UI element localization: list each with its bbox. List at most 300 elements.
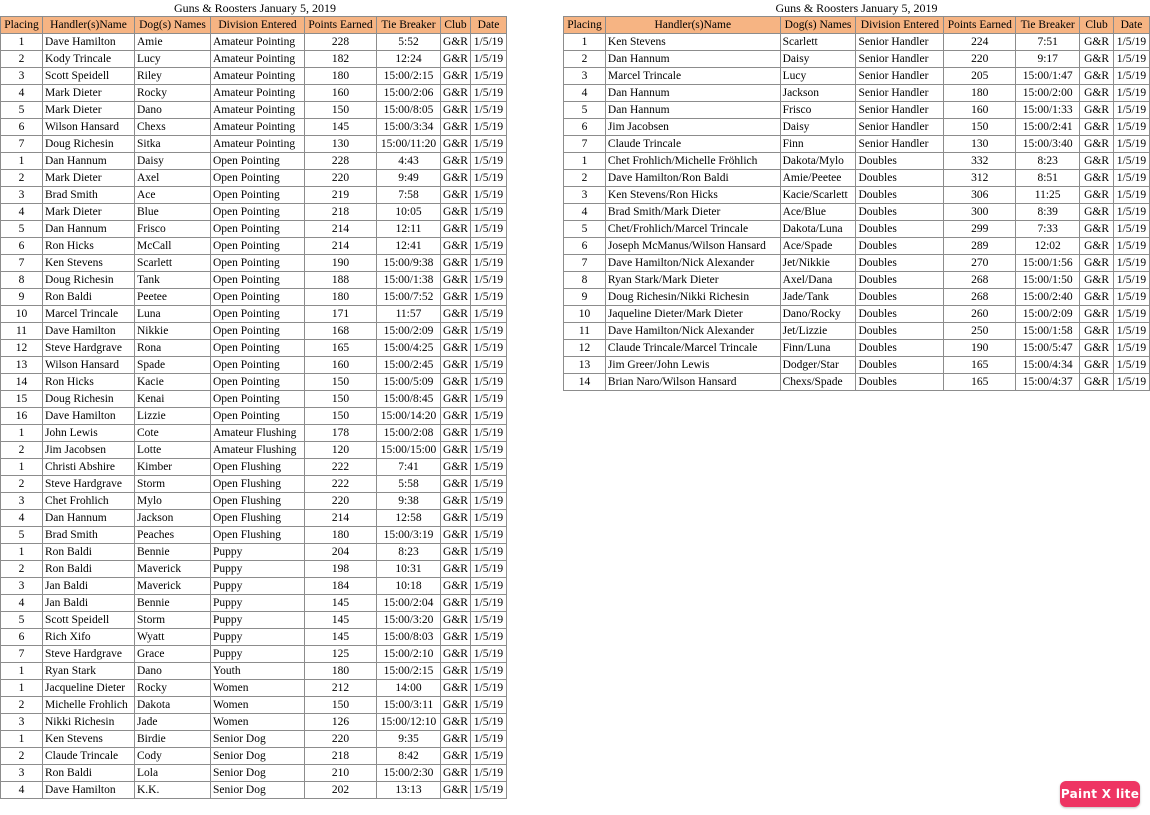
table-row <box>1 425 507 442</box>
cell-placing: 7 <box>564 136 606 153</box>
table-row <box>1 374 507 391</box>
cell-tie-breaker: 12:58 <box>377 510 441 527</box>
cell-tie-breaker: 9:35 <box>377 731 441 748</box>
cell-club: G&R <box>441 204 471 221</box>
table-row <box>1 782 507 799</box>
cell-tie-breaker: 13:13 <box>377 782 441 799</box>
cell-date: 1/5/19 <box>471 442 507 459</box>
cell-tie-breaker: 10:31 <box>377 561 441 578</box>
cell-placing: 1 <box>1 680 43 697</box>
cell-tie-breaker: 15:00/2:15 <box>377 663 441 680</box>
cell-handler-name: Dan Hannum <box>43 510 135 527</box>
cell-tie-breaker: 8:23 <box>1016 153 1080 170</box>
column-header-placing: Placing <box>564 17 606 34</box>
cell-handler-name: Steve Hardgrave <box>43 340 135 357</box>
cell-dog-names: Lola <box>135 765 211 782</box>
cell-placing: 5 <box>564 102 606 119</box>
right-header-row <box>564 17 1150 34</box>
cell-handler-name: Dave Hamilton <box>43 408 135 425</box>
cell-points: 178 <box>305 425 377 442</box>
cell-points: 165 <box>944 357 1016 374</box>
cell-dog-names: Birdie <box>135 731 211 748</box>
cell-points: 228 <box>305 153 377 170</box>
cell-tie-breaker: 15:00/1:47 <box>1016 68 1080 85</box>
cell-handler-name: Dan Hannum <box>605 85 780 102</box>
cell-placing: 8 <box>1 272 43 289</box>
cell-points: 184 <box>305 578 377 595</box>
cell-dog-names: Rocky <box>135 85 211 102</box>
cell-tie-breaker: 10:05 <box>377 204 441 221</box>
cell-points: 125 <box>305 646 377 663</box>
cell-division: Open Pointing <box>211 221 305 238</box>
cell-date: 1/5/19 <box>471 340 507 357</box>
cell-handler-name: Ron Baldi <box>43 765 135 782</box>
cell-club: G&R <box>441 408 471 425</box>
cell-date: 1/5/19 <box>471 221 507 238</box>
cell-date: 1/5/19 <box>471 714 507 731</box>
cell-placing: 3 <box>1 493 43 510</box>
cell-handler-name: Jim Jacobsen <box>605 119 780 136</box>
cell-dog-names: Daisy <box>780 51 856 68</box>
cell-division: Amateur Flushing <box>211 425 305 442</box>
right-table-body <box>564 34 1150 391</box>
cell-club: G&R <box>441 51 471 68</box>
cell-date: 1/5/19 <box>1113 170 1149 187</box>
cell-club: G&R <box>441 612 471 629</box>
cell-points: 180 <box>305 663 377 680</box>
table-row <box>564 374 1150 391</box>
cell-placing: 9 <box>1 289 43 306</box>
cell-date: 1/5/19 <box>471 102 507 119</box>
cell-dog-names: Bennie <box>135 544 211 561</box>
cell-placing: 5 <box>1 102 43 119</box>
cell-placing: 6 <box>1 238 43 255</box>
cell-tie-breaker: 15:00/1:56 <box>1016 255 1080 272</box>
cell-dog-names: Lotte <box>135 442 211 459</box>
paint-x-lite-badge[interactable]: Paint X lite <box>1060 781 1140 807</box>
cell-division: Women <box>211 714 305 731</box>
cell-club: G&R <box>1080 289 1114 306</box>
table-row <box>1 306 507 323</box>
cell-division: Open Pointing <box>211 204 305 221</box>
cell-club: G&R <box>1080 170 1114 187</box>
column-header-handler-name: Handler(s)Name <box>605 17 780 34</box>
cell-handler-name: Dave Hamilton <box>43 323 135 340</box>
cell-handler-name: Dave Hamilton/Ron Baldi <box>605 170 780 187</box>
column-header-club: Club <box>1080 17 1114 34</box>
cell-dog-names: Dakota <box>135 697 211 714</box>
cell-handler-name: Ron Baldi <box>43 544 135 561</box>
cell-date: 1/5/19 <box>1113 306 1149 323</box>
cell-division: Open Pointing <box>211 323 305 340</box>
table-row <box>1 697 507 714</box>
cell-dog-names: Finn/Luna <box>780 340 856 357</box>
cell-tie-breaker: 11:57 <box>377 306 441 323</box>
cell-dog-names: Maverick <box>135 578 211 595</box>
cell-points: 160 <box>944 102 1016 119</box>
cell-handler-name: Steve Hardgrave <box>43 476 135 493</box>
cell-dog-names: Peaches <box>135 527 211 544</box>
cell-handler-name: Scott Speidell <box>43 612 135 629</box>
cell-placing: 3 <box>1 578 43 595</box>
column-header-points: Points Earned <box>305 17 377 34</box>
cell-placing: 1 <box>1 153 43 170</box>
cell-points: 145 <box>305 595 377 612</box>
cell-handler-name: Ron Baldi <box>43 561 135 578</box>
table-row <box>1 221 507 238</box>
cell-tie-breaker: 15:00/1:33 <box>1016 102 1080 119</box>
cell-placing: 4 <box>1 595 43 612</box>
cell-tie-breaker: 15:00/2:09 <box>1016 306 1080 323</box>
left-results-table <box>0 16 507 799</box>
cell-club: G&R <box>1080 187 1114 204</box>
cell-placing: 4 <box>1 782 43 799</box>
cell-club: G&R <box>1080 323 1114 340</box>
cell-handler-name: Nikki Richesin <box>43 714 135 731</box>
cell-dog-names: Ace/Blue <box>780 204 856 221</box>
cell-points: 126 <box>305 714 377 731</box>
cell-placing: 2 <box>1 561 43 578</box>
table-row <box>564 272 1150 289</box>
cell-division: Women <box>211 697 305 714</box>
cell-placing: 12 <box>1 340 43 357</box>
cell-points: 160 <box>305 85 377 102</box>
cell-placing: 5 <box>564 221 606 238</box>
cell-division: Senior Dog <box>211 765 305 782</box>
cell-club: G&R <box>441 629 471 646</box>
cell-placing: 3 <box>1 187 43 204</box>
cell-date: 1/5/19 <box>1113 323 1149 340</box>
left-table-body <box>1 34 507 799</box>
cell-handler-name: Jan Baldi <box>43 578 135 595</box>
cell-division: Senior Handler <box>856 51 944 68</box>
cell-placing: 13 <box>1 357 43 374</box>
table-row <box>564 85 1150 102</box>
cell-points: 214 <box>305 221 377 238</box>
cell-club: G&R <box>441 85 471 102</box>
cell-handler-name: Brad Smith/Mark Dieter <box>605 204 780 221</box>
cell-handler-name: Ken Stevens <box>43 731 135 748</box>
cell-handler-name: Jim Jacobsen <box>43 442 135 459</box>
cell-handler-name: Doug Richesin <box>43 136 135 153</box>
cell-dog-names: Bennie <box>135 595 211 612</box>
cell-club: G&R <box>1080 340 1114 357</box>
cell-tie-breaker: 15:00/4:34 <box>1016 357 1080 374</box>
cell-date: 1/5/19 <box>471 561 507 578</box>
cell-placing: 1 <box>1 544 43 561</box>
cell-date: 1/5/19 <box>471 680 507 697</box>
cell-tie-breaker: 12:41 <box>377 238 441 255</box>
cell-tie-breaker: 15:00/2:06 <box>377 85 441 102</box>
cell-club: G&R <box>441 357 471 374</box>
cell-date: 1/5/19 <box>471 425 507 442</box>
cell-date: 1/5/19 <box>471 374 507 391</box>
cell-placing: 2 <box>1 51 43 68</box>
cell-points: 224 <box>944 34 1016 51</box>
cell-tie-breaker: 15:00/2:45 <box>377 357 441 374</box>
table-row <box>564 238 1150 255</box>
cell-division: Doubles <box>856 221 944 238</box>
cell-placing: 10 <box>1 306 43 323</box>
table-row <box>564 289 1150 306</box>
cell-handler-name: Mark Dieter <box>43 85 135 102</box>
cell-tie-breaker: 11:25 <box>1016 187 1080 204</box>
cell-date: 1/5/19 <box>471 544 507 561</box>
cell-handler-name: Dave Hamilton <box>43 782 135 799</box>
cell-placing: 1 <box>1 731 43 748</box>
cell-handler-name: Michelle Frohlich <box>43 697 135 714</box>
cell-tie-breaker: 15:00/12:10 <box>377 714 441 731</box>
cell-tie-breaker: 15:00/5:09 <box>377 374 441 391</box>
cell-division: Senior Handler <box>856 119 944 136</box>
cell-dog-names: Dano <box>135 663 211 680</box>
cell-division: Senior Dog <box>211 782 305 799</box>
cell-tie-breaker: 12:11 <box>377 221 441 238</box>
cell-points: 150 <box>305 408 377 425</box>
column-header-tie-breaker: Tie Breaker <box>1016 17 1080 34</box>
cell-points: 312 <box>944 170 1016 187</box>
cell-date: 1/5/19 <box>471 646 507 663</box>
cell-tie-breaker: 15:00/2:41 <box>1016 119 1080 136</box>
cell-division: Doubles <box>856 204 944 221</box>
cell-club: G&R <box>441 323 471 340</box>
cell-division: Puppy <box>211 544 305 561</box>
table-row <box>1 136 507 153</box>
cell-club: G&R <box>1080 51 1114 68</box>
cell-handler-name: Ron Baldi <box>43 289 135 306</box>
cell-date: 1/5/19 <box>1113 153 1149 170</box>
table-row <box>564 51 1150 68</box>
table-row <box>1 476 507 493</box>
cell-division: Doubles <box>856 153 944 170</box>
cell-dog-names: Scarlett <box>780 34 856 51</box>
table-row <box>564 34 1150 51</box>
table-row <box>1 34 507 51</box>
cell-points: 180 <box>305 289 377 306</box>
cell-points: 165 <box>944 374 1016 391</box>
cell-club: G&R <box>441 680 471 697</box>
cell-tie-breaker: 15:00/1:58 <box>1016 323 1080 340</box>
right-results-sheet <box>563 0 1150 391</box>
cell-club: G&R <box>441 238 471 255</box>
cell-handler-name: Rich Xifo <box>43 629 135 646</box>
cell-points: 198 <box>305 561 377 578</box>
cell-dog-names: Grace <box>135 646 211 663</box>
cell-dog-names: Riley <box>135 68 211 85</box>
cell-date: 1/5/19 <box>471 782 507 799</box>
cell-date: 1/5/19 <box>1113 102 1149 119</box>
table-row <box>1 629 507 646</box>
cell-handler-name: Wilson Hansard <box>43 357 135 374</box>
cell-dog-names: Frisco <box>135 221 211 238</box>
cell-date: 1/5/19 <box>1113 119 1149 136</box>
cell-tie-breaker: 15:00/8:45 <box>377 391 441 408</box>
cell-division: Puppy <box>211 612 305 629</box>
cell-tie-breaker: 15:00/2:04 <box>377 595 441 612</box>
cell-dog-names: Frisco <box>780 102 856 119</box>
cell-points: 214 <box>305 510 377 527</box>
table-row <box>564 323 1150 340</box>
cell-handler-name: Brian Naro/Wilson Hansard <box>605 374 780 391</box>
cell-date: 1/5/19 <box>471 748 507 765</box>
cell-dog-names: Finn <box>780 136 856 153</box>
cell-placing: 11 <box>564 323 606 340</box>
cell-division: Doubles <box>856 323 944 340</box>
cell-placing: 8 <box>564 272 606 289</box>
cell-division: Open Flushing <box>211 527 305 544</box>
cell-handler-name: Doug Richesin <box>43 272 135 289</box>
cell-placing: 5 <box>1 221 43 238</box>
cell-tie-breaker: 15:00/2:00 <box>1016 85 1080 102</box>
cell-tie-breaker: 15:00/14:20 <box>377 408 441 425</box>
cell-handler-name: Brad Smith <box>43 187 135 204</box>
cell-tie-breaker: 15:00/4:25 <box>377 340 441 357</box>
cell-tie-breaker: 15:00/9:38 <box>377 255 441 272</box>
cell-dog-names: Cody <box>135 748 211 765</box>
cell-division: Puppy <box>211 629 305 646</box>
table-row <box>1 510 507 527</box>
cell-handler-name: Ken Stevens/Ron Hicks <box>605 187 780 204</box>
cell-date: 1/5/19 <box>471 476 507 493</box>
cell-placing: 3 <box>564 68 606 85</box>
cell-tie-breaker: 15:00/2:40 <box>1016 289 1080 306</box>
cell-club: G&R <box>441 731 471 748</box>
table-row <box>1 731 507 748</box>
cell-handler-name: Wilson Hansard <box>43 119 135 136</box>
cell-date: 1/5/19 <box>1113 289 1149 306</box>
left-results-sheet <box>0 0 510 799</box>
cell-club: G&R <box>441 272 471 289</box>
cell-club: G&R <box>1080 85 1114 102</box>
cell-date: 1/5/19 <box>471 765 507 782</box>
cell-points: 202 <box>305 782 377 799</box>
cell-handler-name: Ron Hicks <box>43 238 135 255</box>
cell-placing: 3 <box>1 68 43 85</box>
table-row <box>564 170 1150 187</box>
table-row <box>1 187 507 204</box>
cell-dog-names: Storm <box>135 476 211 493</box>
cell-dog-names: Kacie/Scarlett <box>780 187 856 204</box>
cell-division: Amateur Pointing <box>211 85 305 102</box>
cell-tie-breaker: 15:00/3:40 <box>1016 136 1080 153</box>
table-row <box>1 595 507 612</box>
cell-placing: 13 <box>564 357 606 374</box>
cell-dog-names: Sitka <box>135 136 211 153</box>
column-header-placing: Placing <box>1 17 43 34</box>
cell-division: Doubles <box>856 289 944 306</box>
cell-handler-name: Christi Abshire <box>43 459 135 476</box>
right-results-table <box>563 16 1150 391</box>
cell-club: G&R <box>441 374 471 391</box>
cell-dog-names: Jackson <box>780 85 856 102</box>
cell-tie-breaker: 12:24 <box>377 51 441 68</box>
cell-date: 1/5/19 <box>471 119 507 136</box>
cell-tie-breaker: 7:33 <box>1016 221 1080 238</box>
cell-date: 1/5/19 <box>1113 374 1149 391</box>
cell-handler-name: Doug Richesin <box>43 391 135 408</box>
table-row <box>1 340 507 357</box>
cell-dog-names: Ace/Spade <box>780 238 856 255</box>
cell-dog-names: Blue <box>135 204 211 221</box>
cell-division: Open Pointing <box>211 357 305 374</box>
cell-points: 145 <box>305 629 377 646</box>
cell-date: 1/5/19 <box>471 391 507 408</box>
cell-points: 160 <box>305 357 377 374</box>
cell-division: Open Pointing <box>211 408 305 425</box>
cell-club: G&R <box>1080 153 1114 170</box>
cell-club: G&R <box>441 255 471 272</box>
table-row <box>564 119 1150 136</box>
cell-date: 1/5/19 <box>471 578 507 595</box>
cell-division: Open Pointing <box>211 187 305 204</box>
cell-handler-name: Jaqueline Dieter/Mark Dieter <box>605 306 780 323</box>
cell-points: 150 <box>944 119 1016 136</box>
cell-handler-name: John Lewis <box>43 425 135 442</box>
cell-tie-breaker: 15:00/2:15 <box>377 68 441 85</box>
cell-club: G&R <box>441 442 471 459</box>
cell-division: Open Pointing <box>211 255 305 272</box>
cell-handler-name: Jim Greer/John Lewis <box>605 357 780 374</box>
cell-club: G&R <box>441 714 471 731</box>
cell-placing: 14 <box>1 374 43 391</box>
cell-division: Doubles <box>856 306 944 323</box>
cell-club: G&R <box>441 459 471 476</box>
cell-date: 1/5/19 <box>471 204 507 221</box>
cell-dog-names: Ace <box>135 187 211 204</box>
cell-points: 260 <box>944 306 1016 323</box>
cell-division: Doubles <box>856 374 944 391</box>
column-header-division: Division Entered <box>856 17 944 34</box>
cell-club: G&R <box>1080 68 1114 85</box>
cell-points: 214 <box>305 238 377 255</box>
table-row <box>564 187 1150 204</box>
cell-tie-breaker: 7:58 <box>377 187 441 204</box>
cell-club: G&R <box>1080 221 1114 238</box>
cell-points: 188 <box>305 272 377 289</box>
cell-handler-name: Mark Dieter <box>43 102 135 119</box>
cell-placing: 10 <box>564 306 606 323</box>
column-header-division: Division Entered <box>211 17 305 34</box>
cell-tie-breaker: 8:39 <box>1016 204 1080 221</box>
cell-points: 130 <box>944 136 1016 153</box>
cell-handler-name: Doug Richesin/Nikki Richesin <box>605 289 780 306</box>
cell-division: Senior Handler <box>856 85 944 102</box>
cell-handler-name: Dave Hamilton <box>43 34 135 51</box>
cell-points: 190 <box>305 255 377 272</box>
cell-club: G&R <box>441 425 471 442</box>
cell-tie-breaker: 15:00/15:00 <box>377 442 441 459</box>
cell-dog-names: Rocky <box>135 680 211 697</box>
cell-division: Doubles <box>856 238 944 255</box>
cell-tie-breaker: 14:00 <box>377 680 441 697</box>
cell-tie-breaker: 15:00/3:34 <box>377 119 441 136</box>
cell-division: Senior Handler <box>856 68 944 85</box>
cell-handler-name: Kody Trincale <box>43 51 135 68</box>
cell-placing: 4 <box>564 204 606 221</box>
cell-club: G&R <box>441 561 471 578</box>
table-row <box>1 323 507 340</box>
cell-points: 182 <box>305 51 377 68</box>
cell-points: 180 <box>944 85 1016 102</box>
cell-club: G&R <box>441 595 471 612</box>
cell-placing: 2 <box>1 442 43 459</box>
column-header-handler-name: Handler(s)Name <box>43 17 135 34</box>
table-row <box>1 357 507 374</box>
cell-points: 222 <box>305 459 377 476</box>
column-header-dog-names: Dog(s) Names <box>135 17 211 34</box>
cell-tie-breaker: 4:43 <box>377 153 441 170</box>
column-header-date: Date <box>471 17 507 34</box>
